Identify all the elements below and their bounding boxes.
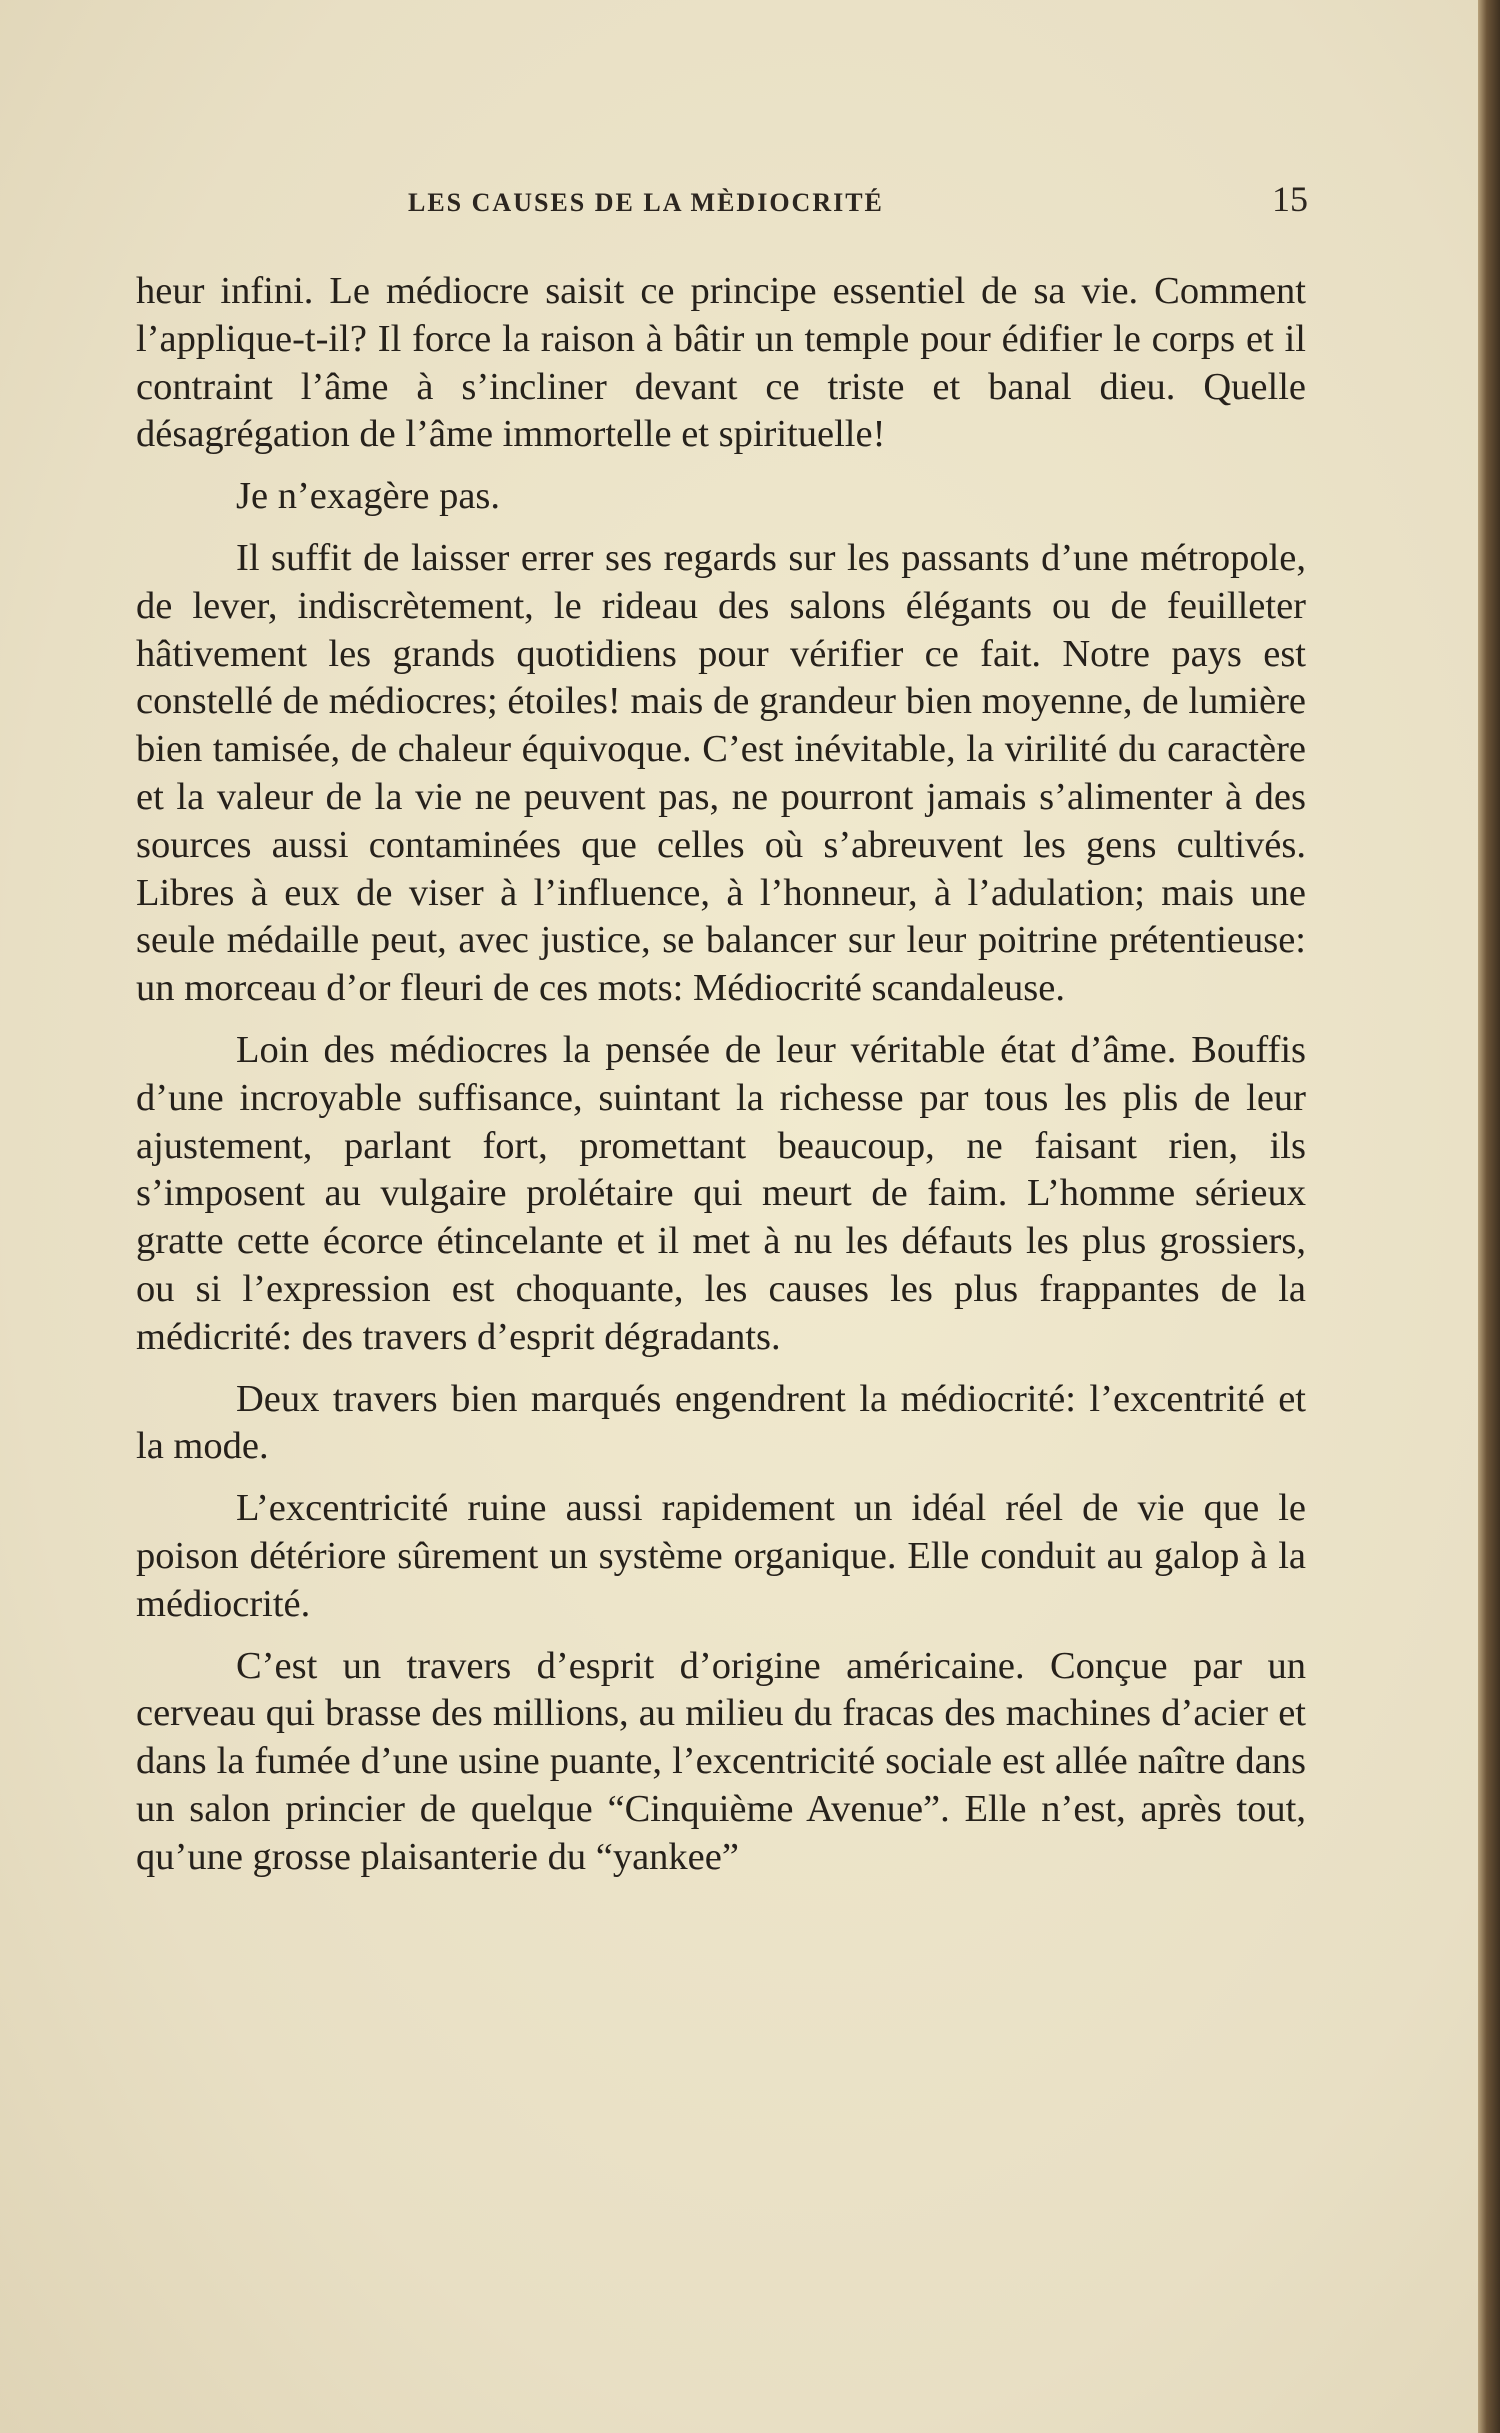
paragraph: Deux travers bien marqués engendrent la médiocrité: l’excentrité et la mode. [136,1377,1306,1468]
running-head: LES CAUSES DE LA MÈDIOCRITÉ [408,188,884,217]
paragraph: Il suffit de laisser errer ses regards sur les passants d’une métropole, de lever, indiscrètement, le rideau des salons élégants ou de feuilleter hâtivement les grands quotidiens pour vérifier ce fait. Notre pays est constellé de médiocres; étoiles! mais de grandeur bien moyenne, de lumière bien tamisée, de chaleur équivoque. C’est inévitable, la virilité du caractère et la valeur de la vie ne peuvent pas, ne pourront jamais s’alimenter à des sources aussi contaminées que celles où s’abreuvent les gens cultivés. Libres à eux de viser à l’influence, à l’honneur, à l’adulation; mais une seule médaille peut, avec justice, se balancer sur leur poitrine prétentieuse: un morceau d’or fleuri de ces mots: Médiocrité scandaleuse. [136,536,1306,1010]
page-header [408,178,1308,238]
paragraph: Loin des médiocres la pensée de leur véritable état d’âme. Bouffis d’une incroyable suffisance, suintant la richesse par tous les plis de leur ajustement, parlant fort, promettant beaucoup, ne faisant rien, ils s’imposent au vulgaire prolétaire qui meurt de faim. L’homme sérieux gratte cette écorce étincelante et il met à nu les défauts les plus grossiers, ou si l’expression est choquante, les causes les plus frappantes de la médicrité: des travers d’esprit dégradants. [136,1028,1306,1358]
paragraph: heur infini. Le médiocre saisit ce principe essentiel de sa vie. Comment l’applique-t-il? Il force la raison à bâtir un temple pour édifier le corps et il contraint l’âme à s’incliner devant ce triste et banal dieu. Quelle désagrégation de l’âme immortelle et spirituelle! [136,270,1306,456]
body-text [136,268,1306,1896]
paragraph: L’excentricité ruine aussi rapidement un idéal réel de vie que le poison détériore sûrement un système organique. Elle conduit au galop à la médiocrité. [136,1487,1306,1625]
page-edge [1478,0,1500,2433]
paragraph: C’est un travers d’esprit d’origine américaine. Conçue par un cerveau qui brasse des millions, au milieu du fracas des machines d’acier et dans la fumée d’une usine puante, l’excentricité sociale est allée naître dans un salon princier de quelque “Cinquième Avenue”. Elle n’est, après tout, qu’une grosse plaisanterie du “yankee” [136,1644,1306,1878]
paragraph: Je n’exagère pas. [236,475,501,518]
page-number: 15 [1272,179,1308,219]
